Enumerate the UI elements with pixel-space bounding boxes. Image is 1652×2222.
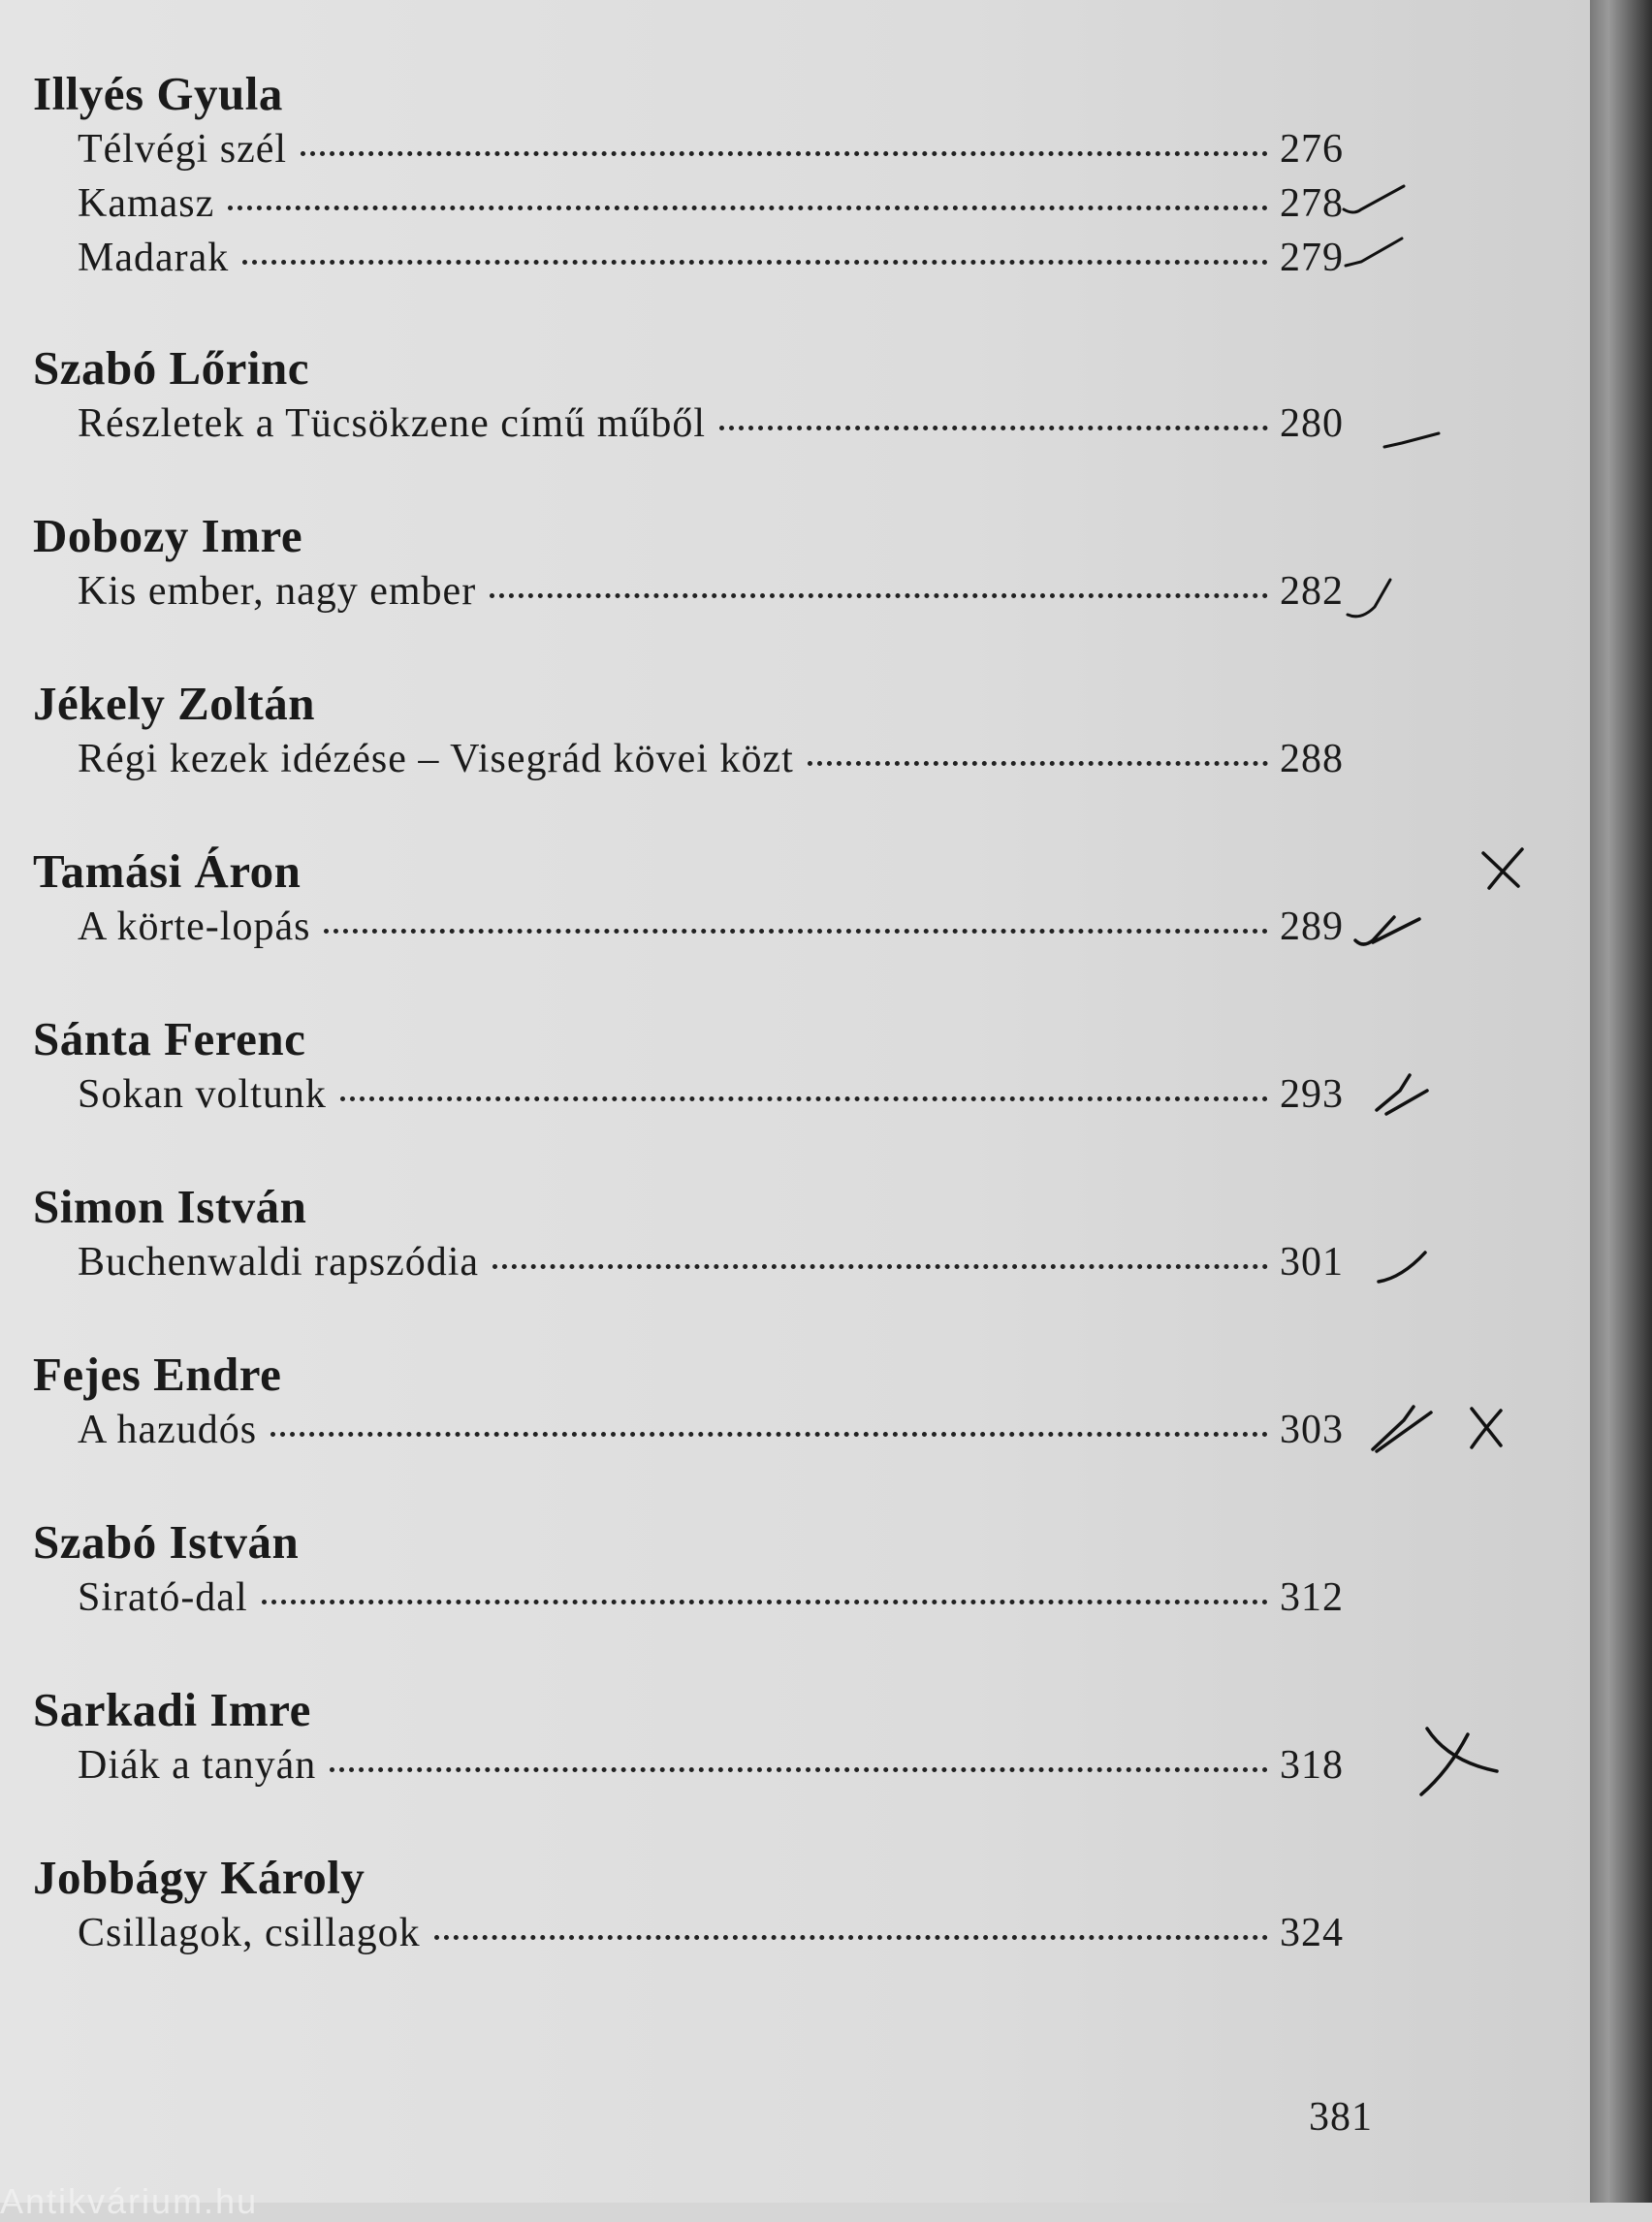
toc-section [33, 1347, 1361, 1514]
author-name: Illyés Gyula [33, 67, 283, 120]
entry-page-number: 293 [1280, 1072, 1344, 1117]
toc-section [33, 508, 1361, 676]
watermark: Antikvárium.hu [0, 2181, 259, 2221]
entry-page-number: 318 [1280, 1743, 1344, 1788]
toc-section [33, 1850, 1361, 2017]
entry-page-number: 279 [1280, 236, 1344, 280]
entry-title: Részletek a Tücsökzene című műből [78, 401, 707, 446]
dot-leader [340, 1096, 1268, 1101]
book-spine-shadow [1590, 0, 1652, 2203]
toc-entry[interactable] [33, 564, 1361, 619]
entry-page-number: 303 [1280, 1408, 1344, 1452]
dot-leader [330, 1767, 1268, 1772]
entry-page-number: 289 [1280, 905, 1344, 949]
toc-entry[interactable] [33, 732, 1361, 786]
toc-entry[interactable] [33, 176, 1361, 231]
toc-entry[interactable] [33, 1906, 1361, 1960]
entry-page-number: 282 [1280, 569, 1344, 614]
dot-leader [492, 1264, 1268, 1269]
dot-leader [719, 426, 1268, 430]
entry-page-number: 324 [1280, 1911, 1344, 1955]
entry-page-number: 288 [1280, 737, 1344, 781]
author-name: Sarkadi Imre [33, 1683, 311, 1736]
toc-section [33, 1011, 1361, 1179]
entry-page-number: 312 [1280, 1575, 1344, 1620]
toc-section [33, 66, 1361, 340]
entry-title: Régi kezek idézése – Visegrád kövei közt [78, 737, 794, 781]
toc-section [33, 1179, 1361, 1347]
dot-leader [242, 260, 1268, 265]
entry-title: Kamasz [78, 181, 215, 226]
dot-leader [228, 206, 1268, 210]
toc-section [33, 1682, 1361, 1850]
toc-section [33, 1514, 1361, 1682]
entry-title: Sokan voltunk [78, 1072, 327, 1117]
dot-leader [301, 151, 1268, 156]
toc-entry[interactable] [33, 122, 1361, 176]
author-name: Jékely Zoltán [33, 677, 315, 730]
entry-title: Buchenwaldi rapszódia [78, 1240, 480, 1285]
entry-page-number: 278 [1280, 181, 1344, 226]
page-number: 381 [1309, 2095, 1373, 2140]
entry-title: A hazudós [78, 1408, 258, 1452]
toc-entry[interactable] [33, 1067, 1361, 1122]
author-name: Sánta Ferenc [33, 1012, 306, 1065]
toc-entry[interactable] [33, 231, 1361, 285]
entry-page-number: 301 [1280, 1240, 1344, 1285]
toc-section [33, 340, 1361, 508]
entry-title: Kis ember, nagy ember [78, 569, 477, 614]
dot-leader [434, 1935, 1268, 1940]
entry-title: Madarak [78, 236, 230, 280]
toc-entry[interactable] [33, 1403, 1361, 1457]
author-name: Szabó Lőrinc [33, 341, 310, 395]
toc-section [33, 676, 1361, 843]
toc-entry[interactable] [33, 397, 1361, 451]
author-name: Simon István [33, 1180, 307, 1233]
toc-entry[interactable] [33, 1571, 1361, 1625]
author-name: Tamási Áron [33, 844, 302, 898]
entry-page-number: 276 [1280, 127, 1344, 172]
dot-leader [262, 1600, 1268, 1604]
dot-leader [324, 929, 1268, 934]
dot-leader [270, 1432, 1268, 1437]
toc-entry[interactable] [33, 1738, 1361, 1793]
entry-title: Sirató-dal [78, 1575, 248, 1620]
author-name: Jobbágy Károly [33, 1851, 365, 1904]
entry-title: A körte-lopás [78, 905, 311, 949]
toc-section [33, 843, 1361, 1011]
entry-title: Télvégi szél [78, 127, 288, 172]
entry-title: Diák a tanyán [78, 1743, 317, 1788]
toc-entry[interactable] [33, 1235, 1361, 1289]
dot-leader [490, 593, 1268, 598]
author-name: Dobozy Imre [33, 509, 303, 562]
dot-leader [808, 761, 1268, 766]
author-name: Fejes Endre [33, 1348, 282, 1401]
entry-title: Csillagok, csillagok [78, 1911, 421, 1955]
table-of-contents [33, 66, 1361, 2017]
toc-entry[interactable] [33, 900, 1361, 954]
entry-page-number: 280 [1280, 401, 1344, 446]
author-name: Szabó István [33, 1515, 300, 1569]
